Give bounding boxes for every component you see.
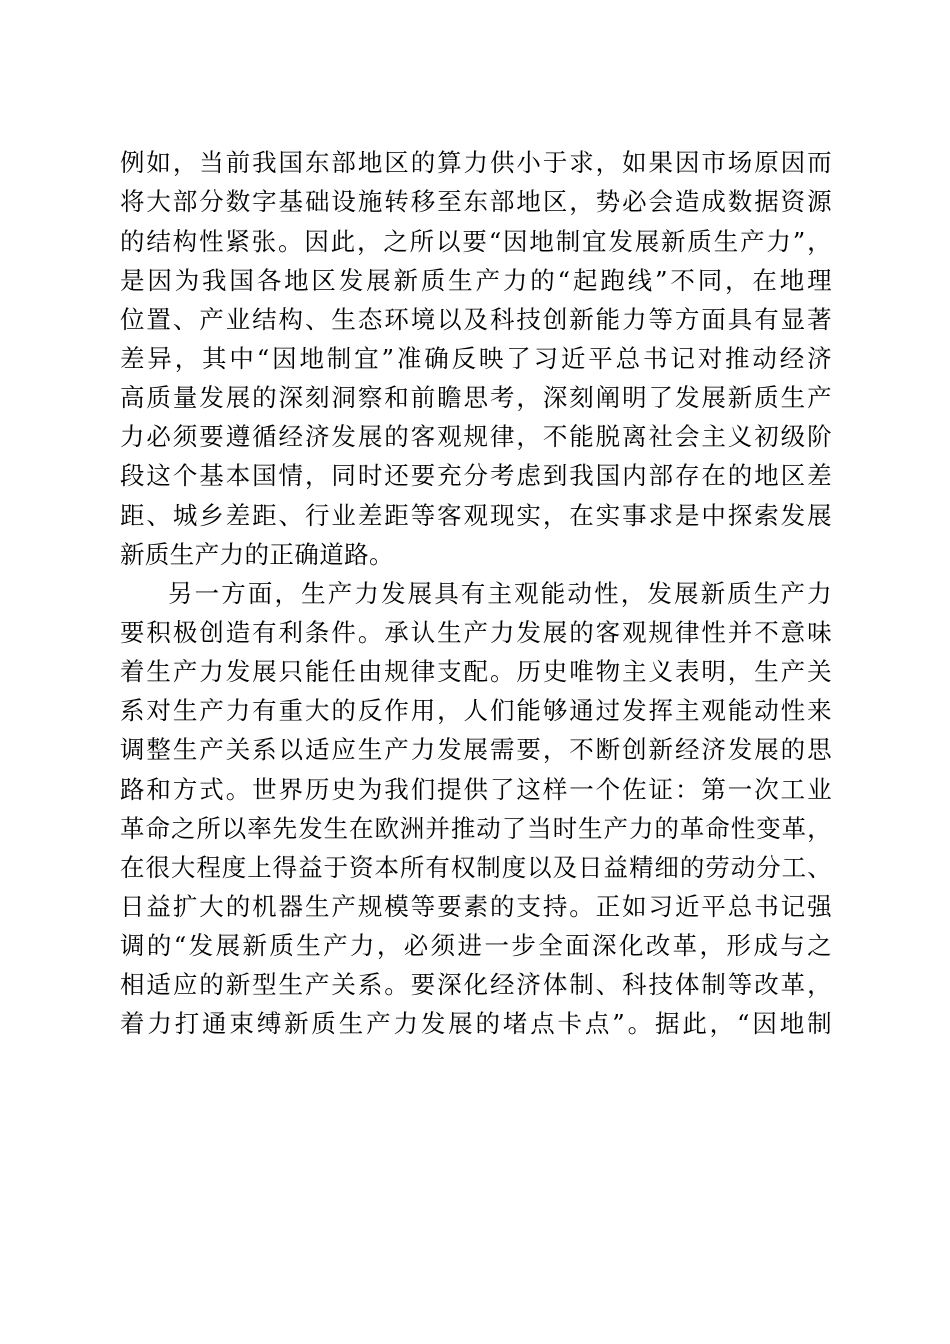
text-line: 是因为我国各地区发展新质生产力的“起跑线”不同，在地理 (120, 266, 832, 295)
text-line: 将大部分数字基础设施转移至东部地区，势必会造成数据资源 (120, 187, 832, 216)
text-line: 力必须要遵循经济发展的客观规律，不能脱离社会主义初级阶 (120, 422, 832, 451)
text-line: 在很大程度上得益于资本所有权制度以及日益精细的劳动分工、 (120, 853, 832, 882)
text-line: 调整生产关系以适应生产力发展需要，不断创新经济发展的思 (120, 735, 832, 764)
text-line: 着生产力发展只能任由规律支配。历史唯物主义表明，生产关 (120, 657, 832, 686)
text-line: 位置、产业结构、生态环境以及科技创新能力等方面具有显著 (120, 305, 832, 334)
text-line: 差异，其中“因地制宜”准确反映了习近平总书记对推动经济 (120, 344, 832, 373)
text-line: 日益扩大的机器生产规模等要素的支持。正如习近平总书记强 (120, 892, 832, 921)
text-line: 新质生产力的正确道路。 (120, 540, 394, 569)
text-line: 路和方式。世界历史为我们提供了这样一个佐证：第一次工业 (120, 775, 832, 804)
text-line: 系对生产力有重大的反作用，人们能够通过发挥主观能动性来 (120, 696, 832, 725)
text-line: 着力打通束缚新质生产力发展的堵点卡点”。据此，“因地制 (120, 1009, 832, 1038)
text-line: 的结构性紧张。因此，之所以要“因地制宜发展新质生产力”， (120, 227, 832, 256)
text-line: 革命之所以率先发生在欧洲并推动了当时生产力的革命性变革， (120, 814, 832, 843)
text-line: 调的“发展新质生产力，必须进一步全面深化改革，形成与之 (120, 931, 832, 960)
text-line: 相适应的新型生产关系。要深化经济体制、科技体制等改革， (120, 970, 832, 999)
text-line: 另一方面，生产力发展具有主观能动性，发展新质生产力 (168, 579, 832, 608)
text-line: 例如，当前我国东部地区的算力供小于求，如果因市场原因而 (120, 148, 832, 177)
text-line: 段这个基本国情，同时还要充分考虑到我国内部存在的地区差 (120, 461, 832, 490)
text-line: 高质量发展的深刻洞察和前瞻思考，深刻阐明了发展新质生产 (120, 383, 832, 412)
text-line: 要积极创造有利条件。承认生产力发展的客观规律性并不意味 (120, 618, 832, 647)
text-line: 距、城乡差距、行业差距等客观现实，在实事求是中探索发展 (120, 501, 832, 530)
